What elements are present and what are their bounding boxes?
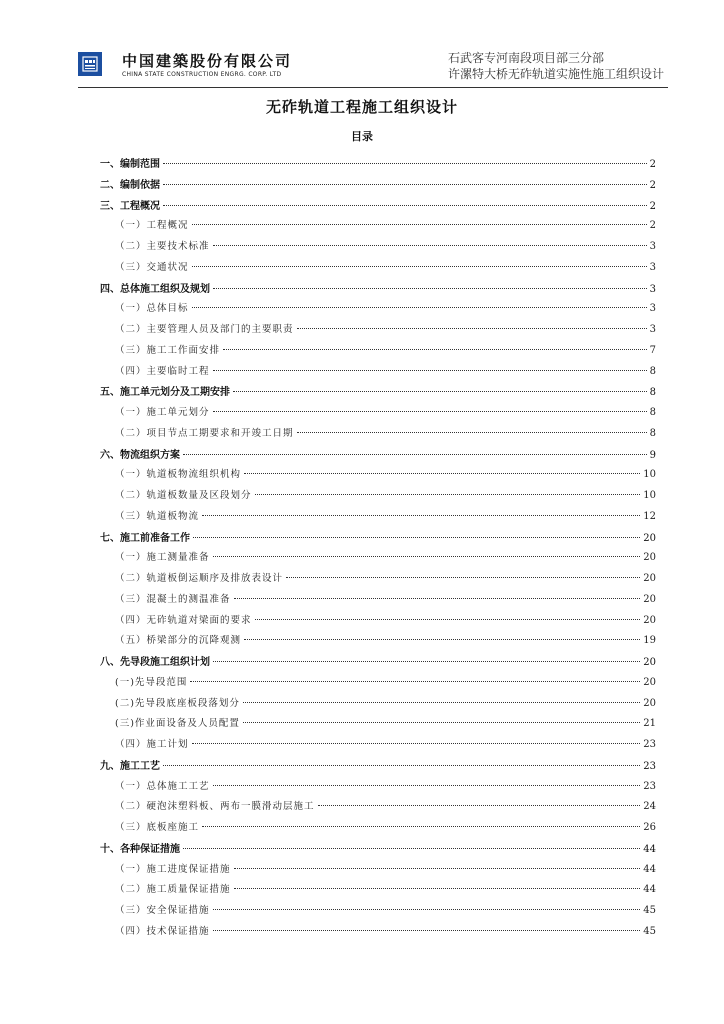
toc-page-number: 8 (649, 407, 656, 418)
toc-entry-label: 十、各种保证措施 (100, 843, 180, 855)
company-name-en: CHINA STATE CONSTRUCTION ENGRG. CORP. LTD (122, 71, 282, 78)
toc-entry-label: 八、先导段施工组织计划 (100, 657, 210, 668)
toc-page-number: 44 (643, 884, 656, 896)
toc-dot-leader (213, 930, 641, 931)
toc-dot-leader (297, 432, 647, 433)
toc-entry-label: 四、总体施工组织及规划 (100, 283, 210, 295)
toc-page-number: 3 (649, 261, 656, 273)
toc-section[interactable] (100, 446, 656, 467)
toc-entry-label: （四）施工计划 (115, 739, 189, 750)
toc-subsection[interactable] (100, 321, 656, 342)
toc-subsection[interactable] (100, 881, 656, 902)
toc-entry-label: 五、施工单元划分及工期安排 (100, 387, 230, 399)
toc-subsection[interactable] (100, 487, 656, 508)
toc-page-number: 44 (643, 863, 656, 875)
toc-page-number: 2 (649, 179, 656, 191)
toc-dot-leader (213, 288, 647, 289)
toc-page-number: 20 (643, 593, 656, 605)
toc-subsection[interactable] (100, 591, 656, 612)
toc-page-number: 7 (649, 344, 656, 356)
toc-entry-label: (三)作业面设备及人员配置 (115, 718, 240, 730)
toc-entry-label: 九、施工工艺 (100, 760, 160, 772)
toc-page-number: 45 (643, 905, 656, 916)
toc-dot-leader (213, 370, 647, 371)
toc-page-number: 44 (643, 843, 656, 855)
toc-page-number: 3 (649, 283, 656, 295)
toc-entry-label: （三）底板座施工 (115, 822, 200, 833)
toc-page-number: 10 (643, 490, 656, 501)
toc-dot-leader (163, 765, 640, 766)
toc-subsection[interactable] (100, 217, 656, 238)
toc-entry-label: （四）技术保证措施 (115, 925, 210, 937)
toc-subsection[interactable] (100, 612, 656, 633)
toc-entry-label: （二）项目节点工期要求和开竣工日期 (115, 427, 294, 439)
toc-subsection[interactable] (100, 861, 656, 882)
toc-entry-label: 六、物流组织方案 (100, 449, 180, 461)
toc-entry-label: （三）交通状况 (115, 261, 189, 273)
toc-entry-label: （二）硬泡沫塑料板、两布一膜滑动层施工 (115, 801, 315, 813)
toc-dot-leader (213, 411, 647, 412)
toc-dot-leader (286, 577, 640, 578)
toc-entry-label: （三）混凝土的测温准备 (115, 593, 231, 605)
toc-dot-leader (192, 743, 641, 744)
toc-entry-label: 二、编制依据 (100, 179, 160, 191)
toc-dot-leader (234, 868, 641, 869)
toc-subsection[interactable] (100, 798, 656, 819)
toc-dot-leader (223, 349, 647, 350)
toc-section[interactable] (100, 280, 656, 301)
toc-page-number: 10 (643, 469, 656, 481)
toc-subsection[interactable] (100, 238, 656, 259)
toc-dot-leader (244, 639, 640, 640)
toc-page-number: 2 (649, 200, 656, 212)
toc-page-number: 26 (643, 822, 656, 833)
toc-dot-leader (297, 328, 647, 329)
document-title: 无砟轨道工程施工组织设计 (265, 98, 458, 116)
toc-entry-label: (二)先导段底座板段落划分 (115, 697, 240, 709)
toc-subsection[interactable] (100, 923, 656, 944)
toc-dot-leader (255, 619, 641, 620)
toc-dot-leader (255, 494, 641, 495)
toc-subsection[interactable] (100, 902, 656, 923)
toc-dot-leader (213, 661, 640, 662)
toc-subsection[interactable] (100, 466, 656, 487)
toc-dot-leader (244, 473, 640, 474)
toc-dot-leader (202, 515, 640, 516)
toc-entry-label: （三）轨道板物流 (115, 510, 200, 522)
toc-dot-leader (163, 205, 647, 206)
toc-page-number: 3 (649, 303, 656, 315)
toc-section[interactable] (100, 155, 656, 176)
page-header (78, 44, 668, 86)
toc-subsection[interactable] (100, 508, 656, 529)
toc-dot-leader (192, 224, 647, 225)
toc-entry-label: （二）主要技术标准 (115, 241, 210, 252)
toc-subsection[interactable] (100, 570, 656, 591)
toc-entry-label: （四）主要临时工程 (115, 365, 210, 377)
toc-entry-label: 三、工程概况 (100, 200, 160, 212)
toc-page-number: 3 (649, 324, 656, 335)
toc-section[interactable] (100, 197, 656, 218)
toc-subsection[interactable] (100, 695, 656, 716)
toc-subsection[interactable] (100, 674, 656, 695)
toc-section[interactable] (100, 529, 656, 550)
toc-subsection[interactable] (100, 425, 656, 446)
toc-dot-leader (163, 163, 647, 164)
cscec-logo-icon (78, 52, 102, 76)
toc-subsection[interactable] (100, 778, 656, 799)
toc-page-number: 20 (643, 657, 656, 668)
toc-page-number: 23 (643, 760, 656, 772)
toc-heading: 目录 (351, 130, 373, 143)
toc-entry-label: （一）施工单元划分 (115, 407, 210, 418)
toc-page-number: 2 (649, 220, 656, 232)
toc-dot-leader (234, 888, 641, 889)
toc-dot-leader (193, 537, 640, 538)
toc-page-number: 20 (643, 532, 656, 544)
toc-dot-leader (202, 826, 640, 827)
toc-entry-label: （二）轨道板数量及区段划分 (115, 490, 252, 501)
project-info (448, 50, 664, 82)
toc-section[interactable] (100, 176, 656, 197)
toc-dot-leader (213, 245, 647, 246)
toc-entry-label: (一)先导段范围 (115, 676, 188, 688)
toc-dot-leader (243, 702, 640, 703)
toc-page-number: 20 (643, 697, 656, 709)
toc-entry-label: （三）施工工作面安排 (115, 344, 221, 356)
toc-page-number: 20 (643, 573, 656, 584)
toc-subsection[interactable] (100, 549, 656, 570)
toc-dot-leader (233, 391, 647, 392)
toc-dot-leader (243, 722, 640, 723)
toc-page-number: 20 (643, 614, 656, 626)
toc-page-number: 8 (649, 427, 656, 439)
toc-entry-label: 一、编制范围 (100, 159, 160, 170)
table-of-contents (100, 155, 656, 944)
toc-entry-label: 七、施工前准备工作 (100, 532, 190, 544)
toc-section[interactable] (100, 757, 656, 778)
toc-dot-leader (213, 909, 641, 910)
toc-subsection[interactable] (100, 632, 656, 653)
project-section: 石武客专河南段项目部三分部 (447, 51, 604, 65)
toc-subsection[interactable] (100, 715, 656, 736)
toc-subsection[interactable] (100, 300, 656, 321)
toc-entry-label: （二）主要管理人员及部门的主要职责 (115, 324, 294, 335)
toc-entry-label: （一）轨道板物流组织机构 (115, 469, 242, 481)
toc-dot-leader (213, 785, 641, 786)
toc-entry-label: （一）总体施工工艺 (115, 780, 210, 792)
toc-page-number: 20 (643, 676, 656, 688)
toc-subsection[interactable] (100, 404, 656, 425)
toc-dot-leader (183, 454, 647, 455)
toc-dot-leader (183, 848, 640, 849)
toc-subsection[interactable] (100, 259, 656, 280)
toc-page-number: 23 (643, 780, 656, 792)
toc-page-number: 21 (643, 718, 656, 730)
toc-section[interactable] (100, 840, 656, 861)
toc-page-number: 8 (649, 387, 656, 399)
toc-entry-label: （一）工程概况 (115, 220, 189, 232)
toc-page-number: 9 (649, 449, 656, 461)
company-name-cn: 中国建築股份有限公司 (122, 52, 293, 70)
toc-subsection[interactable] (100, 342, 656, 363)
toc-entry-label: （一）总体目标 (115, 303, 189, 315)
toc-subsection[interactable] (100, 736, 656, 757)
toc-entry-label: （二）轨道板倒运顺序及排放表设计 (115, 573, 284, 584)
toc-page-number: 23 (643, 739, 656, 750)
toc-page-number: 24 (643, 801, 656, 813)
toc-entry-label: （一）施工测量准备 (115, 552, 210, 564)
toc-section[interactable] (100, 383, 656, 404)
toc-dot-leader (213, 556, 641, 557)
toc-subsection[interactable] (100, 819, 656, 840)
toc-entry-label: （一）施工进度保证措施 (115, 863, 231, 875)
toc-dot-leader (192, 307, 647, 308)
toc-entry-label: （四）无砟轨道对梁面的要求 (115, 614, 252, 626)
toc-page-number: 19 (643, 635, 656, 647)
header-divider (78, 87, 668, 88)
toc-section[interactable] (100, 653, 656, 674)
toc-entry-label: （三）安全保证措施 (115, 905, 210, 916)
toc-page-number: 8 (649, 365, 656, 377)
toc-entry-label: （二）施工质量保证措施 (115, 884, 231, 896)
toc-page-number: 2 (649, 159, 656, 170)
toc-entry-label: （五）桥梁部分的沉降观测 (115, 635, 242, 647)
project-document: 许漯特大桥无砟轨道实施性施工组织设计 (447, 67, 664, 81)
toc-page-number: 12 (643, 510, 656, 522)
toc-page-number: 20 (643, 552, 656, 564)
toc-dot-leader (163, 184, 647, 185)
toc-page-number: 45 (643, 925, 656, 937)
toc-dot-leader (192, 266, 647, 267)
toc-dot-leader (234, 598, 641, 599)
toc-dot-leader (318, 805, 641, 806)
toc-dot-leader (190, 681, 640, 682)
toc-subsection[interactable] (100, 363, 656, 384)
toc-page-number: 3 (649, 241, 656, 252)
